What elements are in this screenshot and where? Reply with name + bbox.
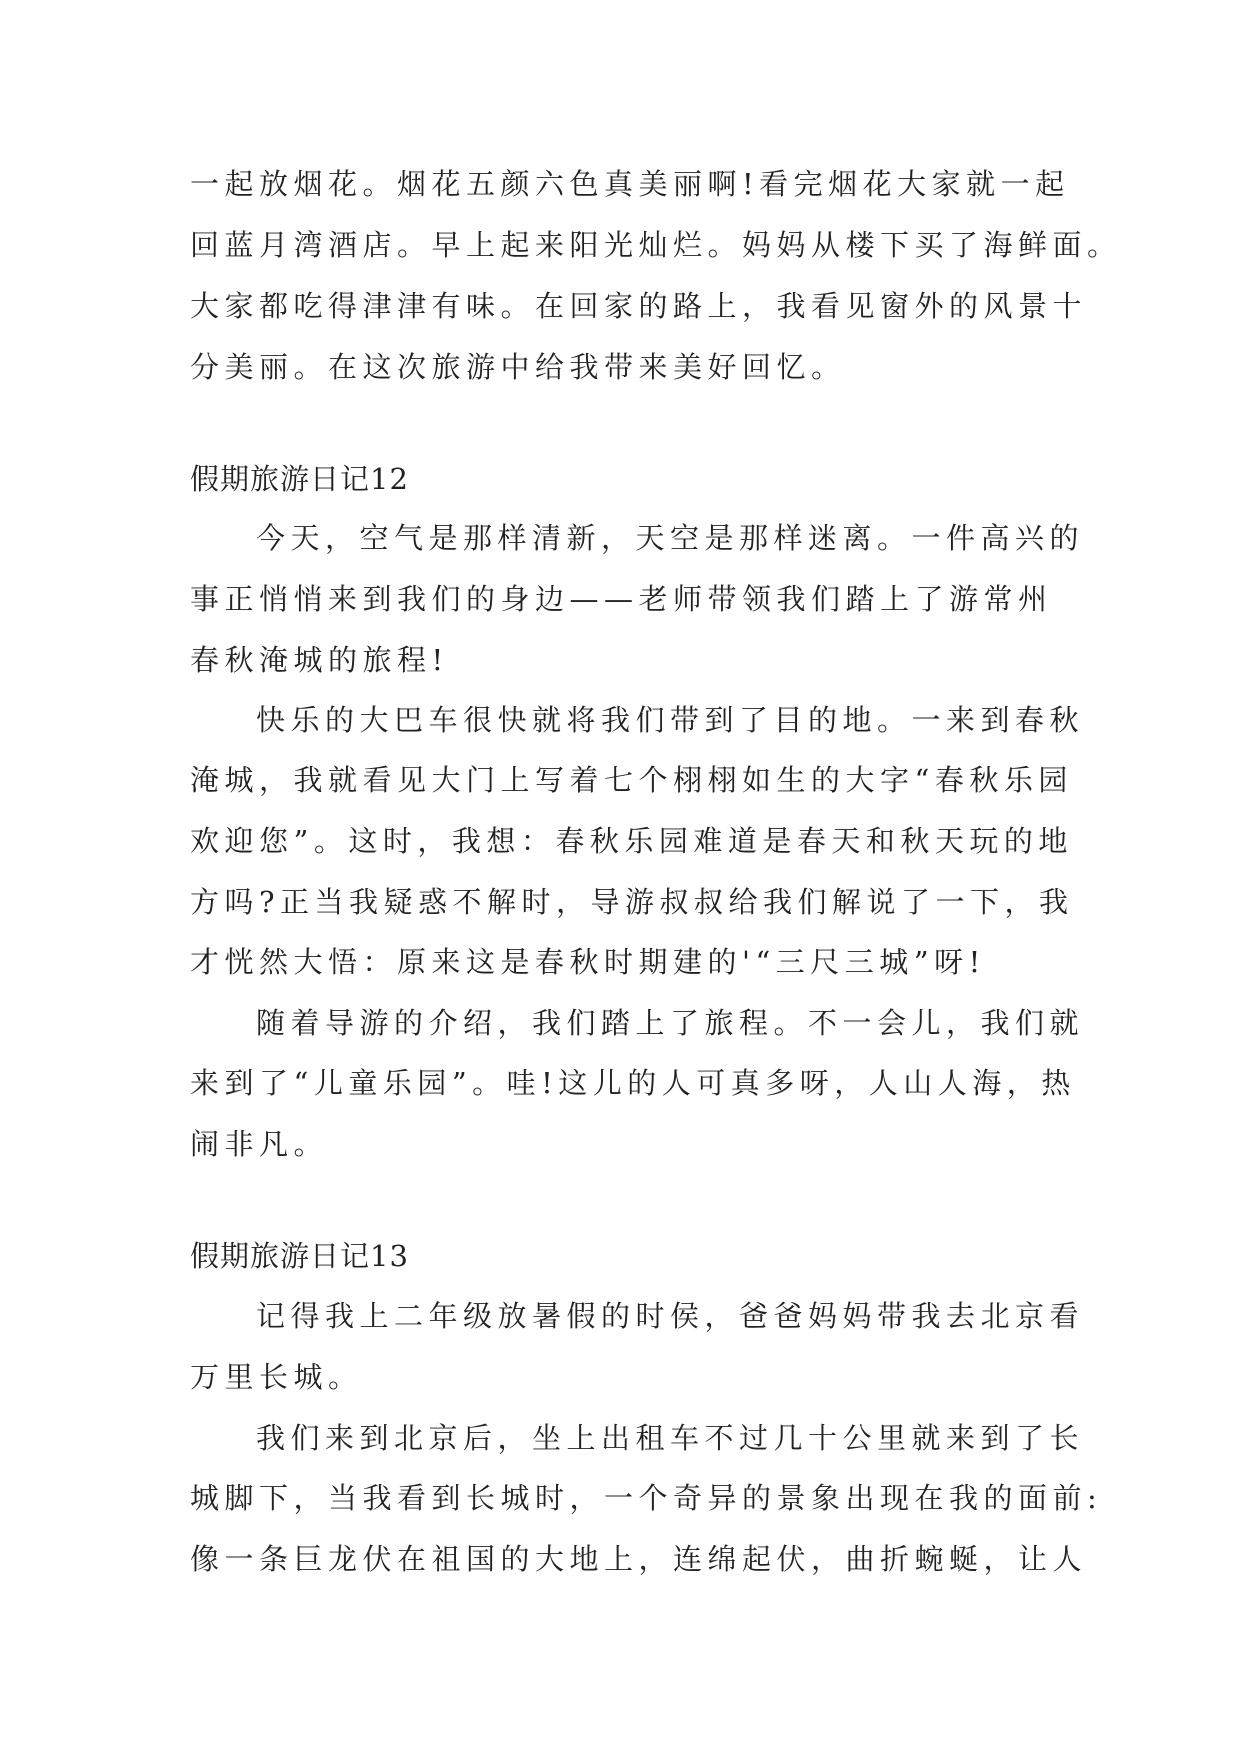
text-line: 大家都吃得津津有味。在回家的路上，我看见窗外的风景十	[190, 289, 1088, 323]
text-line: 城脚下，当我看到长城时，一个奇异的景象出现在我的面前:	[190, 1481, 1103, 1515]
text-line: 才恍然大悟：原来这是春秋时期建的'“三尺三城”呀!	[190, 945, 986, 979]
text-line: 欢迎您”。这时，我想：春秋乐园难道是春天和秋天玩的地	[190, 824, 1073, 858]
text-line: 快乐的大巴车很快就将我们带到了目的地。一来到春秋	[256, 703, 1085, 737]
section-heading: 假期旅游日记12	[190, 462, 409, 496]
text-line: 春秋淹城的旅程!	[190, 643, 449, 677]
text-line: 淹城，我就看见大门上写着七个栩栩如生的大字“春秋乐园	[190, 763, 1073, 797]
text-line: 万里长城。	[190, 1360, 363, 1394]
text-line: 像一条巨龙伏在祖国的大地上，连绵起伏，曲折蜿蜒，让人	[190, 1542, 1088, 1576]
text-line: 来到了“儿童乐园”。哇!这儿的人可真多呀，人山人海，热	[190, 1066, 1076, 1100]
text-line: 分美丽。在这次旅游中给我带来美好回忆。	[190, 350, 846, 384]
text-line: 记得我上二年级放暑假的时侯，爸爸妈妈带我去北京看	[256, 1299, 1085, 1333]
text-line: 随着导游的介绍，我们踏上了旅程。不一会儿，我们就	[256, 1006, 1085, 1040]
text-line: 回蓝月湾酒店。早上起来阳光灿烂。妈妈从楼下买了海鲜面。	[190, 228, 1122, 262]
text-line: 事正悄悄来到我们的身边——老师带领我们踏上了游常州	[190, 582, 1053, 616]
text-line: 方吗?正当我疑惑不解时，导游叔叔给我们解说了一下，我	[190, 885, 1074, 919]
text-line: 闹非凡。	[190, 1127, 329, 1161]
section-heading: 假期旅游日记13	[190, 1239, 409, 1273]
text-line: 我们来到北京后，坐上出租车不过几十公里就来到了长	[256, 1421, 1085, 1455]
text-line: 今天，空气是那样清新，天空是那样迷离。一件高兴的	[256, 521, 1085, 555]
text-line: 一起放烟花。烟花五颜六色真美丽啊!看完烟花大家就一起	[190, 167, 1070, 201]
